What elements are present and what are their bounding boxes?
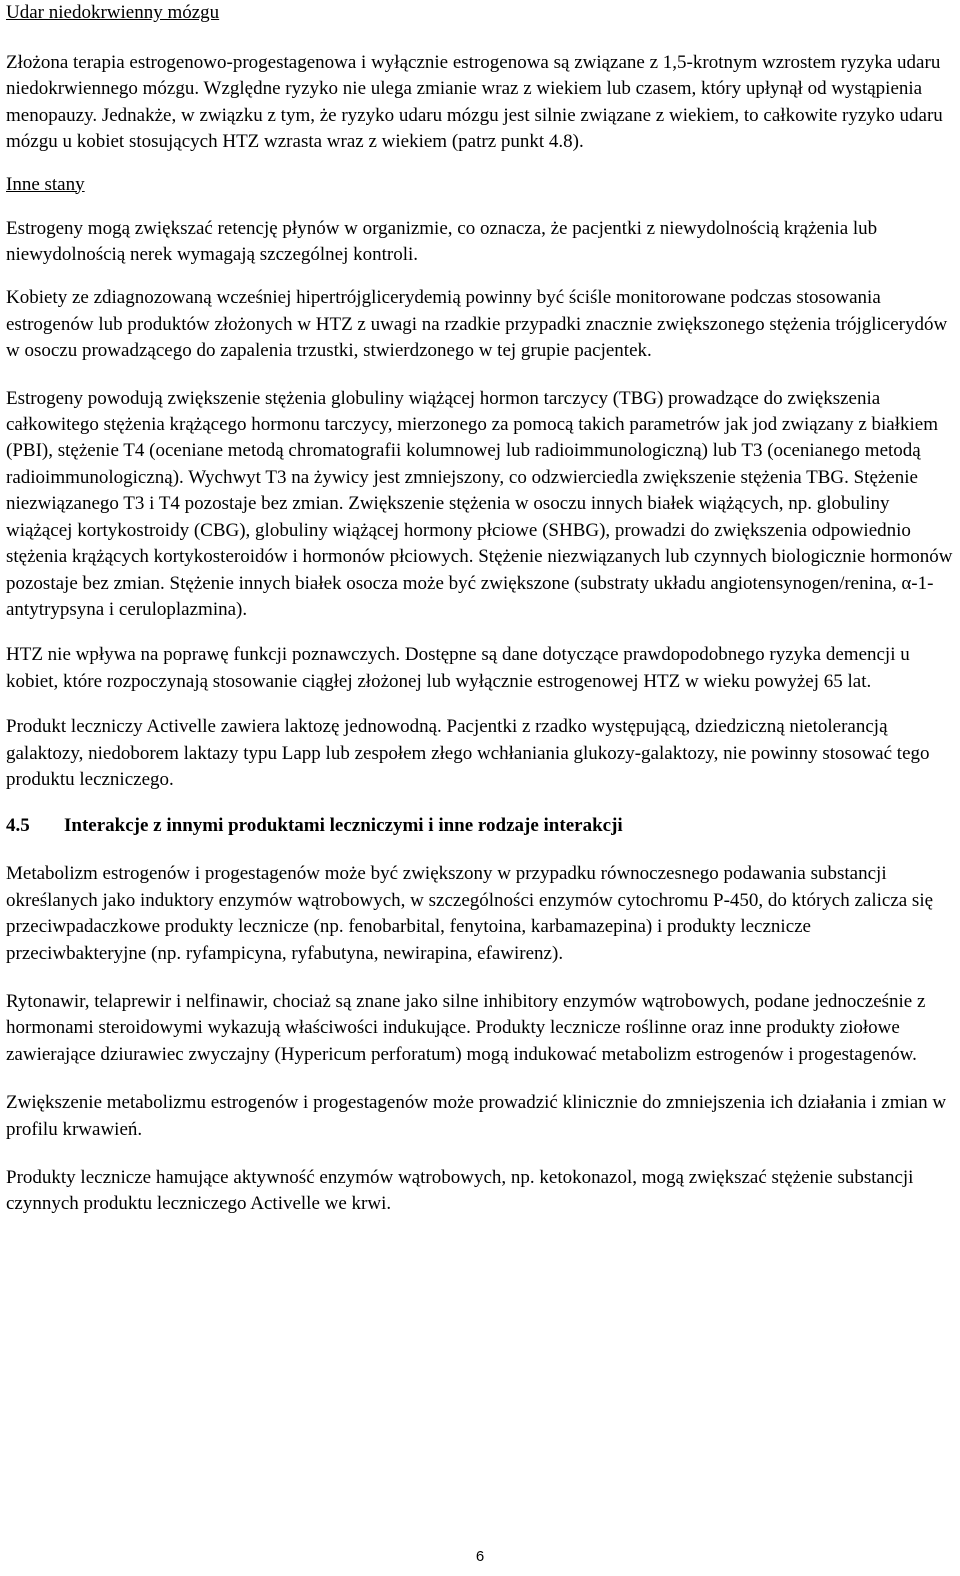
clinical-effect-paragraph: Zwiększenie metabolizmu estrogenów i progestagenów może prowadzić klinicznie do zmniejszenia ich działania i zmian w profilu krwawień. — [6, 1092, 947, 1140]
hypertriglyceridemia-paragraph: Kobiety ze zdiagnozowaną wcześniej hipertrójglicerydemią powinny być ściśle monitorowane podczas stosowania estrogenów lub produktów złożonych w HTZ z uwagi na rzadkie przypadki znacznie zwiększonego stężenia trójglicerydów w osoczu prowadzącego do zapalenia trzustki, stwierdzonego w tej grupie pacjentek. — [6, 287, 948, 362]
page-number: 6 — [475, 1548, 485, 1565]
document-page — [6, 0, 954, 1218]
ritonavir-paragraph: Rytonawir, telaprewir i nelfinawir, chociaż są znane jako silne inhibitory enzymów wątrobowych, podane jednocześnie z hormonami steroidowymi wykazują właściwości indukujące. Produkty lecznicze roślinne oraz inne produkty ziołowe zawierające dziurawiec zwyczajny (Hypericum perforatum) mogą indukować metabolizm estrogenów i progestagenów. — [6, 990, 926, 1065]
section-title: Interakcje z innymi produktami leczniczymi i inne rodzaje interakcji — [64, 815, 623, 837]
enzyme-inhibitors-paragraph: Produkty lecznicze hamujące aktywność enzymów wątrobowych, np. ketokonazol, mogą zwiększać stężenie substancji czynnych produktu leczniczego Activelle we krwi. — [6, 1167, 914, 1215]
section-4-5-heading — [6, 813, 954, 839]
thyroid-paragraph: Estrogeny powodują zwiększenie stężenia globuliny wiążącej hormon tarczycy (TBG) prowadzące do zwiększenia całkowitego stężenia krążącego hormonu tarczycy, mierzonego za pomocą takich parametrów jak jod związany z białkiem (PBI), stężenie T4 (oceniane metodą chromatografii kolumnowej lub radioimmunologiczną) lub T3 (ocenianego metodą radioimmunologiczną). Wychwyt T3 na żywicy jest zmniejszony, co odzwierciedla zwiększenie stężenia TBG. Stężenie niezwiązanego T3 i T4 pozostaje bez zmian. Zwiększenie stężenia w osoczu innych białek wiążących, np. globuliny wiążącej kortykostroidy (CBG), globuliny wiążącej hormony płciowe (SHBG), prowadzi do zwiększenia odpowiednio stężenia krążących kortykosteroidów i hormonów płciowych. Stężenie niezwiązanych lub czynnych biologicznie hormonów pozostaje bez zmian. Stężenie innych białek osocza może być zwiększone (substraty układu angiotensynogen/renina, α-1-antytrypsyna i ceruloplazmina). — [6, 387, 953, 620]
cognitive-paragraph: HTZ nie wpływa na poprawę funkcji poznawczych. Dostępne są dane dotyczące prawdopodobnego ryzyka demencji u kobiet, które rozpoczynają stosowanie ciągłej złożonej lub wyłącznie estrogenowej HTZ w wieku powyżej 65 lat. — [6, 644, 910, 692]
fluid-retention-paragraph: Estrogeny mogą zwiększać retencję płynów w organizmie, co oznacza, że pacjentki z niewydolnością krążenia lub niewydolnością nerek wymagają szczególnej kontroli. — [6, 217, 878, 266]
stroke-heading: Udar niedokrwienny mózgu — [6, 2, 220, 23]
lactose-paragraph: Produkt leczniczy Activelle zawiera laktozę jednowodną. Pacjentki z rzadko występującą, dziedziczną nietolerancją galaktozy, niedoborem laktazy typu Lapp lub zespołem złego wchłaniania glukozy-galaktozy, nie powinny stosować tego produktu leczniczego. — [6, 716, 930, 790]
other-conditions-heading: Inne stany — [6, 173, 85, 195]
stroke-paragraph: Złożona terapia estrogenowo-progestagenowa i wyłącznie estrogenowa są związane z 1,5-krotnym wzrostem ryzyka udaru niedokrwiennego mózgu. Względne ryzyko nie ulega zmianie wraz z wiekiem lub czasem, który upłynął od wystąpienia menopauzy. Jednakże, w związku z tym, że ryzyko udaru mózgu jest silnie związane z wiekiem, to całkowite ryzyko udaru mózgu u kobiet stosujących HTZ wzrasta wraz z wiekiem (patrz punkt 4.8). — [6, 52, 943, 153]
metabolism-paragraph: Metabolizm estrogenów i progestagenów może być zwiększony w przypadku równoczesnego podawania substancji określanych jako induktory enzymów wątrobowych, w szczególności enzymów cytochromu P-450, do których zalicza się przeciwpadaczkowe produkty lecznicze (np. fenobarbital, fenytoina, karbamazepina) i produkty lecznicze przeciwbakteryjne (np. ryfampicyna, ryfabutyna, newirapina, efawirenz). — [6, 863, 934, 964]
section-number: 4.5 — [6, 815, 30, 837]
